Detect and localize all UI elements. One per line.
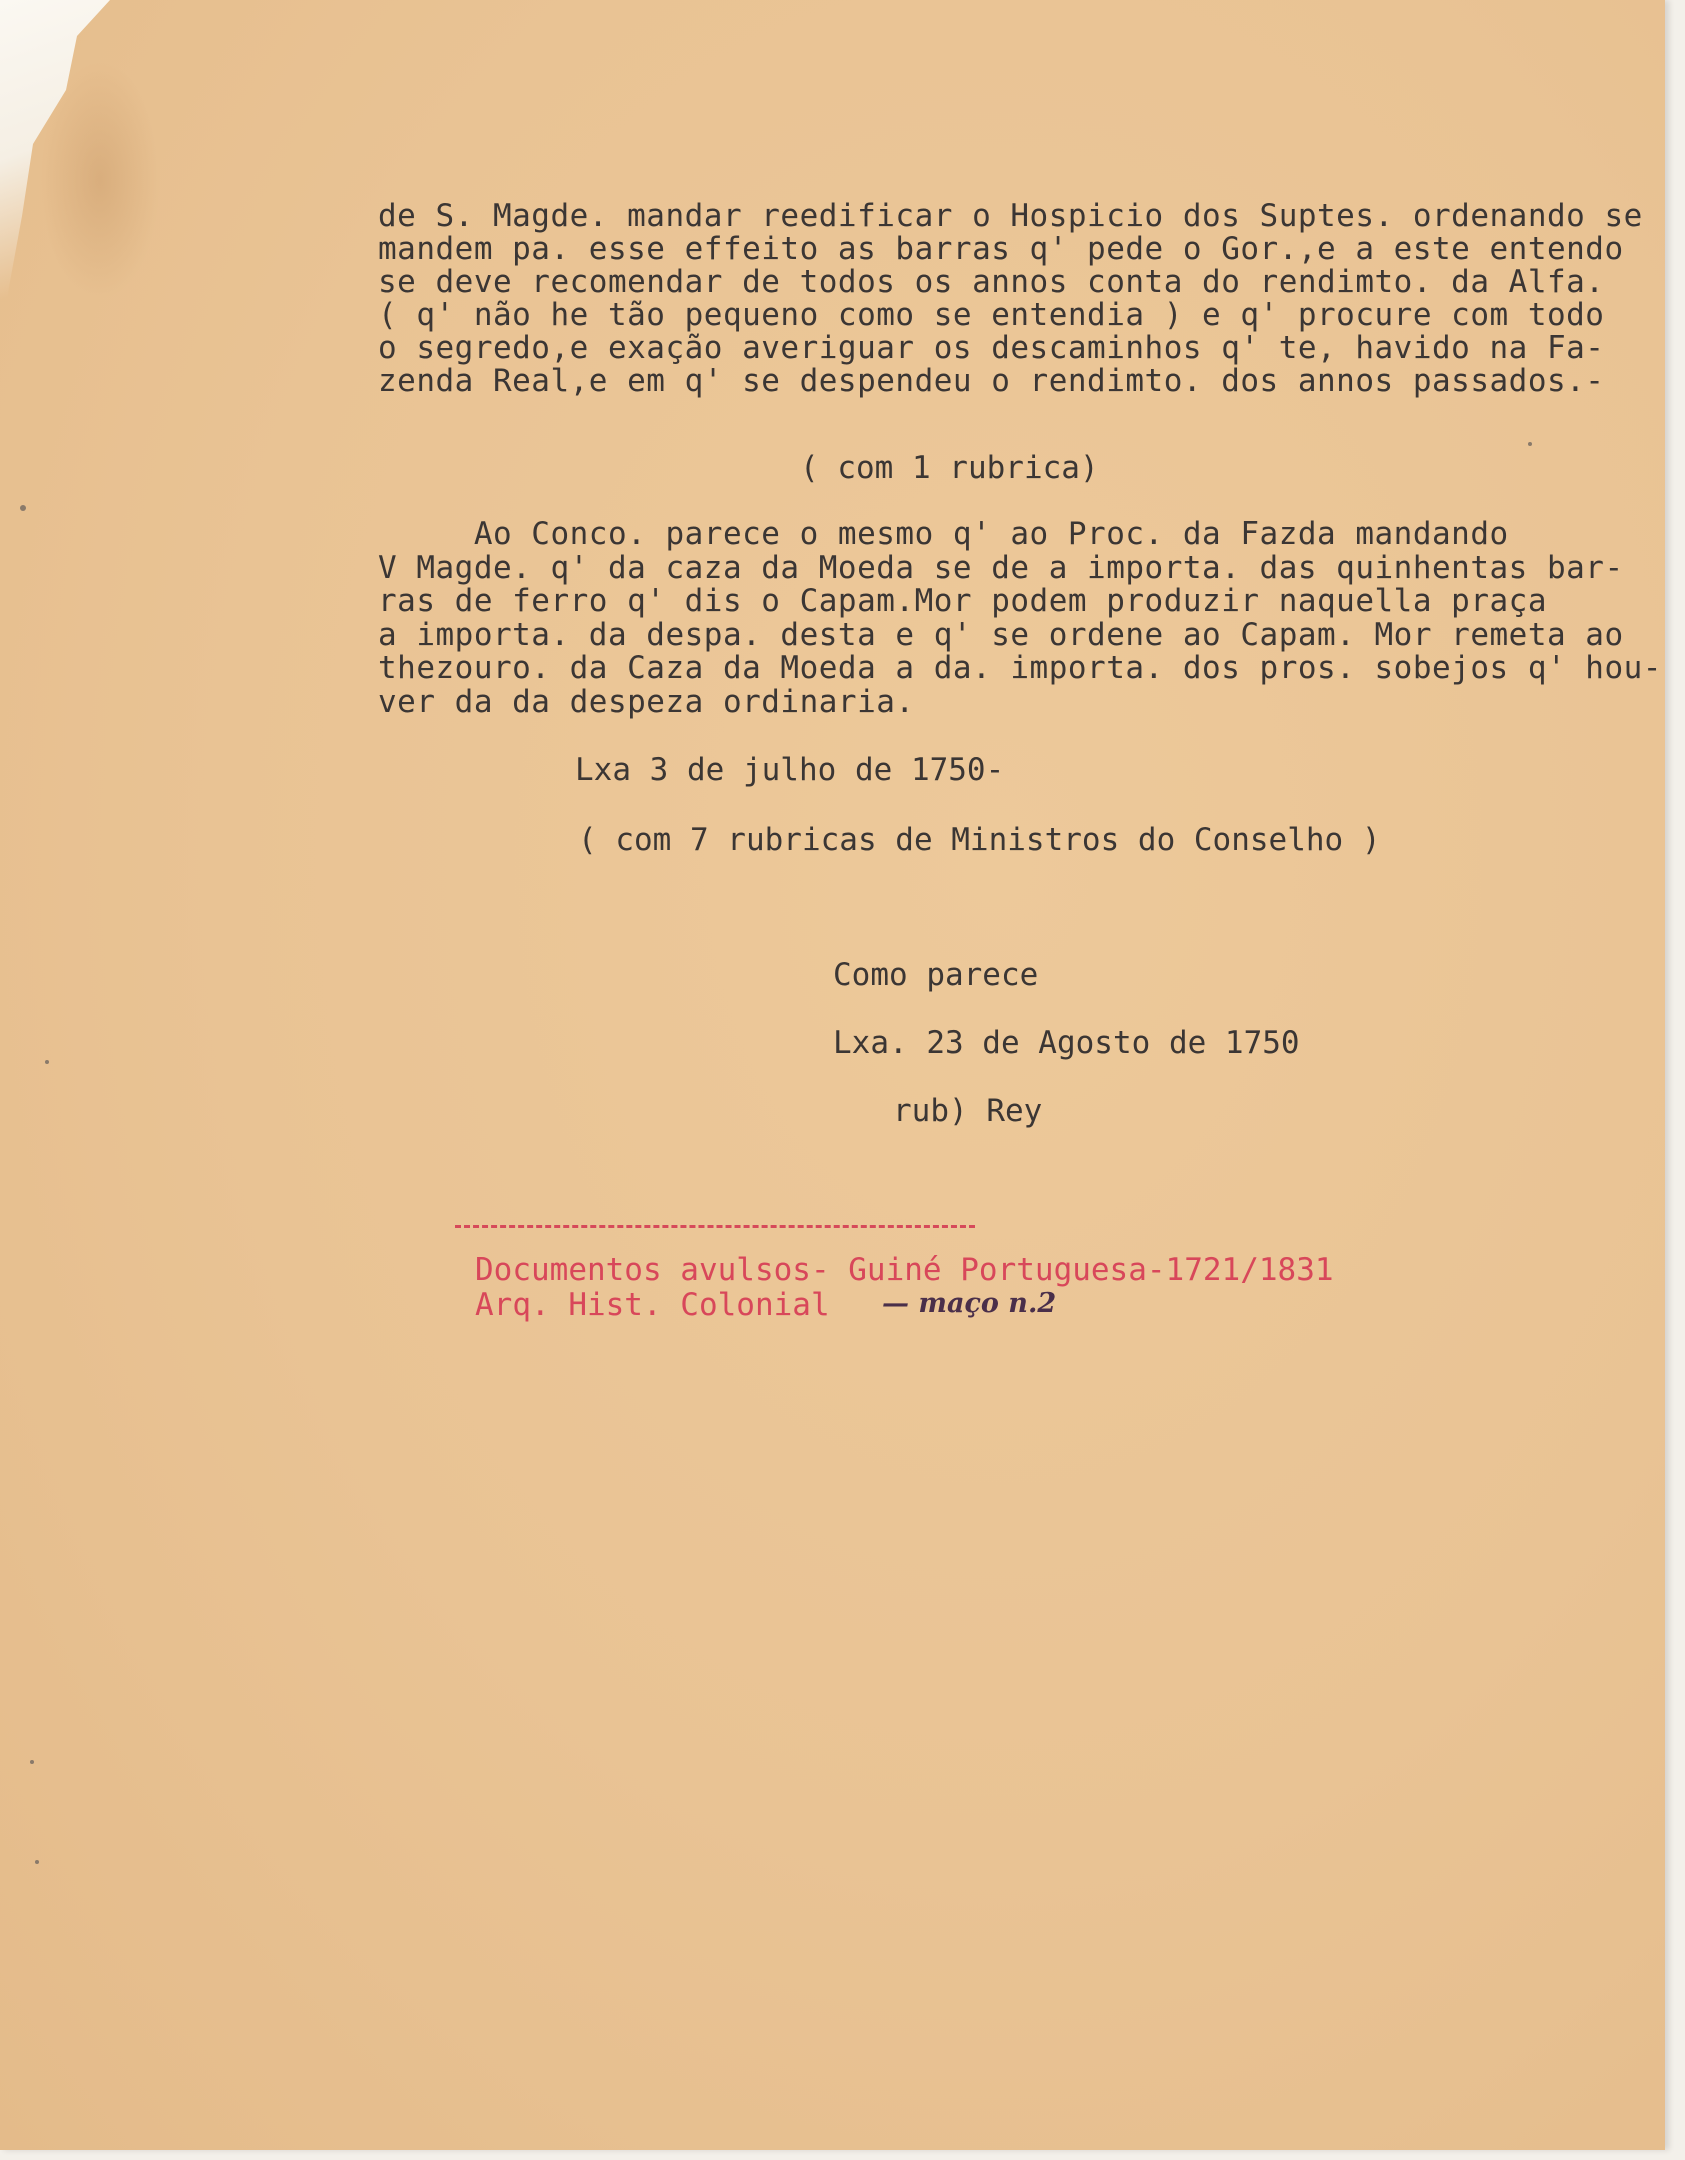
handwritten-note: — maço n.2 [882,1288,1057,1319]
archive-stamp-line-2: Arq. Hist. Colonial [475,1287,830,1323]
text-line: Ao Conco. parece o mesmo q' ao Proc. da Fazda mandando [378,516,1509,552]
text-line: V Magde. q' da caza da Moeda se de a importa. das quinhentas bar- [378,549,1624,586]
text-line: mandem pa. esse effeito as barras q' pede o Gor.,e a este entendo [378,231,1624,267]
paragraph-governor-report [378,200,1668,398]
royal-signature: rub) Rey [893,1093,1043,1129]
paper-speck [30,1760,34,1764]
paper-speck [45,1060,49,1064]
text-line: se deve recomendar de todos os annos conta do rendimto. da Alfa. [378,264,1605,300]
paper-speck [1528,442,1532,446]
rubric-one: ( com 1 rubrica) [800,450,1099,486]
rubrics-seven: ( com 7 rubricas de Ministros do Conselho ) [578,822,1381,858]
paper-speck [20,505,26,511]
approval-text: Como parece [833,957,1039,993]
text-line: ras de ferro q' dis o Capam.Mor podem produzir naquella praça [378,583,1547,619]
date-line-1: Lxa 3 de julho de 1750- [575,752,1005,788]
text-line: zenda Real,e em q' se despendeu o rendimto. dos annos passados.- [378,363,1605,399]
text-line: de S. Magde. mandar reedificar o Hospicio dos Suptes. ordenando se [378,198,1643,234]
text-line: ( q' não he tão pequeno como se entendia ) e q' procure com todo [378,297,1605,333]
paragraph-council-opinion [378,518,1668,719]
text-line: thezouro. da Caza da Moeda a da. importa. dos pros. sobejos q' hou- [378,650,1662,686]
archive-stamp-line-1: Documentos avulsos- Guiné Portuguesa-1721/1831 [475,1252,1334,1288]
date-line-2: Lxa. 23 de Agosto de 1750 [833,1025,1300,1061]
paper-speck [35,1860,39,1864]
text-line: ver da da despeza ordinaria. [378,683,915,720]
stamp-divider [455,1225,975,1228]
text-line: o segredo,e exação averiguar os descaminhos q' te, havido na Fa- [378,330,1605,366]
text-line: a importa. da despa. desta e q' se ordene ao Capam. Mor remeta ao [378,616,1624,653]
